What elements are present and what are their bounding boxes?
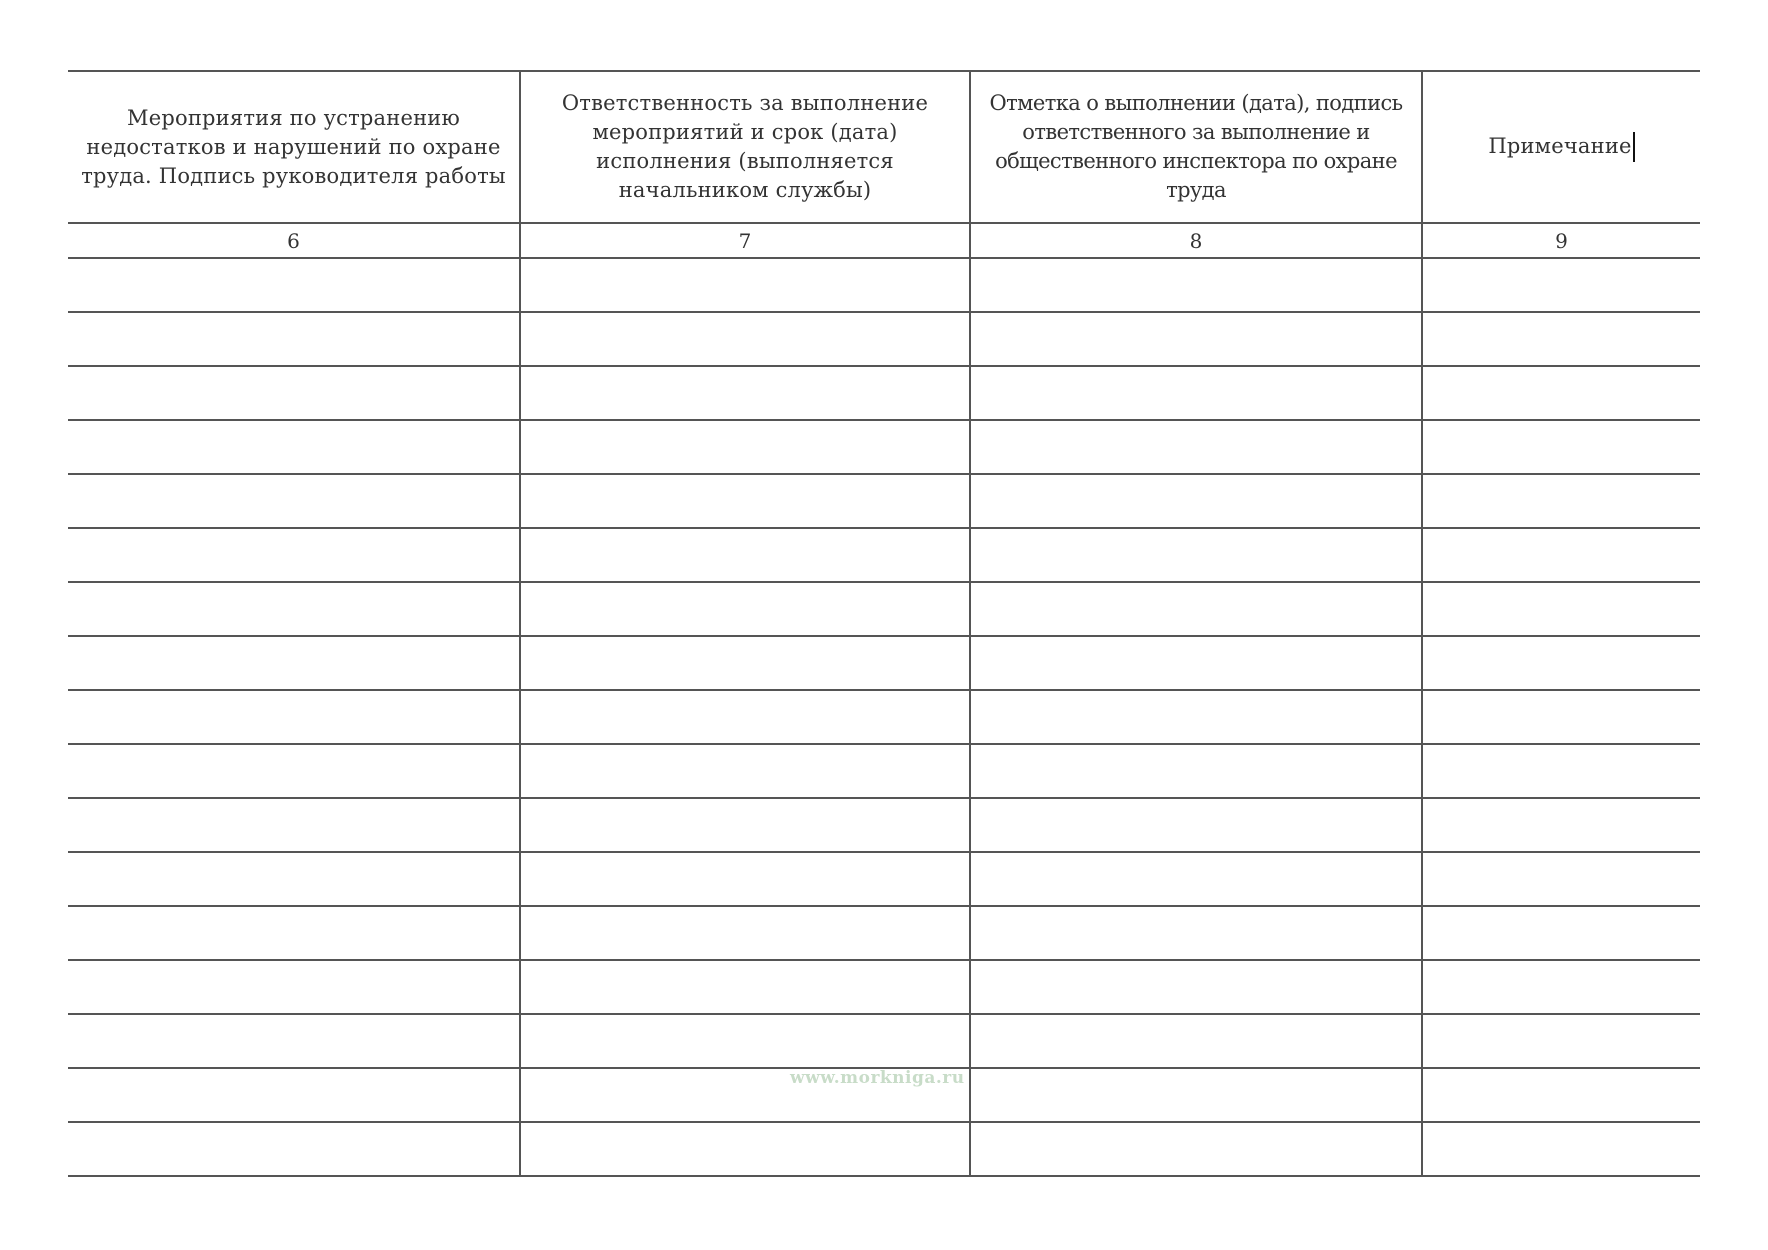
table-row: [68, 1014, 1700, 1068]
column-header-completion-mark-text: Отметка о выполнении (дата), подпись ответственного за выполнение и общественного инспектора по охране труда: [989, 91, 1403, 202]
table-row: [68, 528, 1700, 582]
table-row: [68, 744, 1700, 798]
column-header-completion-mark: [970, 71, 1422, 223]
blank-cell-completion-mark[interactable]: [970, 1122, 1422, 1176]
column-number-8: 8: [970, 223, 1422, 258]
blank-cell-completion-mark[interactable]: [970, 474, 1422, 528]
blank-cell-note[interactable]: [1422, 1068, 1700, 1122]
blank-cell-completion-mark[interactable]: [970, 312, 1422, 366]
blank-cell-completion-mark[interactable]: [970, 258, 1422, 312]
blank-cell-responsibility[interactable]: [520, 906, 970, 960]
blank-cell-completion-mark[interactable]: [970, 366, 1422, 420]
column-number-7: 7: [520, 223, 970, 258]
blank-cell-note[interactable]: [1422, 258, 1700, 312]
blank-cell-measures[interactable]: [68, 690, 520, 744]
table-row: [68, 960, 1700, 1014]
table-row: [68, 258, 1700, 312]
blank-cell-measures[interactable]: [68, 1068, 520, 1122]
blank-cell-responsibility[interactable]: [520, 852, 970, 906]
blank-cell-measures[interactable]: [68, 852, 520, 906]
blank-cell-responsibility[interactable]: [520, 1068, 970, 1122]
blank-cell-completion-mark[interactable]: [970, 852, 1422, 906]
blank-cell-measures[interactable]: [68, 1122, 520, 1176]
blank-cell-note[interactable]: [1422, 798, 1700, 852]
blank-cell-responsibility[interactable]: [520, 474, 970, 528]
blank-cell-responsibility[interactable]: [520, 960, 970, 1014]
table-row: [68, 366, 1700, 420]
blank-cell-note[interactable]: [1422, 366, 1700, 420]
blank-cell-note[interactable]: [1422, 1014, 1700, 1068]
column-number-row: [68, 223, 1700, 258]
blank-cell-note[interactable]: [1422, 744, 1700, 798]
table-row: [68, 636, 1700, 690]
blank-rows: [68, 258, 1700, 1176]
table-row: [68, 690, 1700, 744]
column-header-note[interactable]: [1422, 71, 1700, 223]
blank-cell-measures[interactable]: [68, 258, 520, 312]
column-header-measures: [68, 71, 520, 223]
blank-cell-completion-mark[interactable]: [970, 906, 1422, 960]
blank-cell-responsibility[interactable]: [520, 690, 970, 744]
work-safety-log-table: [68, 70, 1700, 1177]
table-row: [68, 1068, 1700, 1122]
header-row: [68, 71, 1700, 223]
blank-cell-measures[interactable]: [68, 960, 520, 1014]
table-row: [68, 1122, 1700, 1176]
text-cursor: [1633, 132, 1635, 162]
table-row: [68, 906, 1700, 960]
blank-cell-note[interactable]: [1422, 690, 1700, 744]
table-row: [68, 474, 1700, 528]
blank-cell-responsibility[interactable]: [520, 528, 970, 582]
blank-cell-note[interactable]: [1422, 582, 1700, 636]
table-row: [68, 798, 1700, 852]
blank-cell-responsibility[interactable]: [520, 1014, 970, 1068]
blank-cell-completion-mark[interactable]: [970, 582, 1422, 636]
blank-cell-completion-mark[interactable]: [970, 1014, 1422, 1068]
blank-cell-responsibility[interactable]: [520, 636, 970, 690]
blank-cell-completion-mark[interactable]: [970, 636, 1422, 690]
blank-cell-measures[interactable]: [68, 636, 520, 690]
blank-cell-measures[interactable]: [68, 744, 520, 798]
blank-cell-note[interactable]: [1422, 906, 1700, 960]
blank-cell-responsibility[interactable]: [520, 420, 970, 474]
blank-cell-responsibility[interactable]: [520, 1122, 970, 1176]
blank-cell-note[interactable]: [1422, 474, 1700, 528]
blank-cell-completion-mark[interactable]: [970, 1068, 1422, 1122]
blank-cell-note[interactable]: [1422, 420, 1700, 474]
blank-cell-responsibility[interactable]: [520, 744, 970, 798]
blank-cell-note[interactable]: [1422, 528, 1700, 582]
blank-cell-completion-mark[interactable]: [970, 744, 1422, 798]
column-header-note-text: Примечание: [1488, 133, 1632, 158]
column-number-6: 6: [68, 223, 520, 258]
blank-cell-responsibility[interactable]: [520, 258, 970, 312]
blank-cell-note[interactable]: [1422, 852, 1700, 906]
blank-cell-note[interactable]: [1422, 636, 1700, 690]
blank-cell-completion-mark[interactable]: [970, 420, 1422, 474]
blank-cell-note[interactable]: [1422, 312, 1700, 366]
table-row: [68, 312, 1700, 366]
column-header-measures-text: Мероприятия по устранению недостатков и нарушений по охране труда. Подпись руководителя работы: [81, 105, 506, 188]
table-row: [68, 582, 1700, 636]
blank-cell-measures[interactable]: [68, 582, 520, 636]
blank-cell-completion-mark[interactable]: [970, 690, 1422, 744]
blank-cell-measures[interactable]: [68, 312, 520, 366]
blank-cell-completion-mark[interactable]: [970, 798, 1422, 852]
watermark: www.morkniga.ru: [790, 1068, 965, 1088]
blank-cell-measures[interactable]: [68, 798, 520, 852]
column-header-responsibility-text: Ответственность за выполнение мероприятий и срок (дата) исполнения (выполняется начальником службы): [561, 91, 929, 202]
blank-cell-measures[interactable]: [68, 420, 520, 474]
blank-cell-note[interactable]: [1422, 960, 1700, 1014]
blank-cell-completion-mark[interactable]: [970, 528, 1422, 582]
blank-cell-responsibility[interactable]: [520, 366, 970, 420]
blank-cell-measures[interactable]: [68, 906, 520, 960]
blank-cell-responsibility[interactable]: [520, 582, 970, 636]
column-number-9: 9: [1422, 223, 1700, 258]
blank-cell-completion-mark[interactable]: [970, 960, 1422, 1014]
blank-cell-note[interactable]: [1422, 1122, 1700, 1176]
blank-cell-responsibility[interactable]: [520, 798, 970, 852]
column-header-responsibility: [520, 71, 970, 223]
blank-cell-measures[interactable]: [68, 474, 520, 528]
table-row: [68, 852, 1700, 906]
blank-cell-responsibility[interactable]: [520, 312, 970, 366]
blank-cell-measures[interactable]: [68, 366, 520, 420]
blank-cell-measures[interactable]: [68, 1014, 520, 1068]
blank-cell-measures[interactable]: [68, 528, 520, 582]
table-row: [68, 420, 1700, 474]
